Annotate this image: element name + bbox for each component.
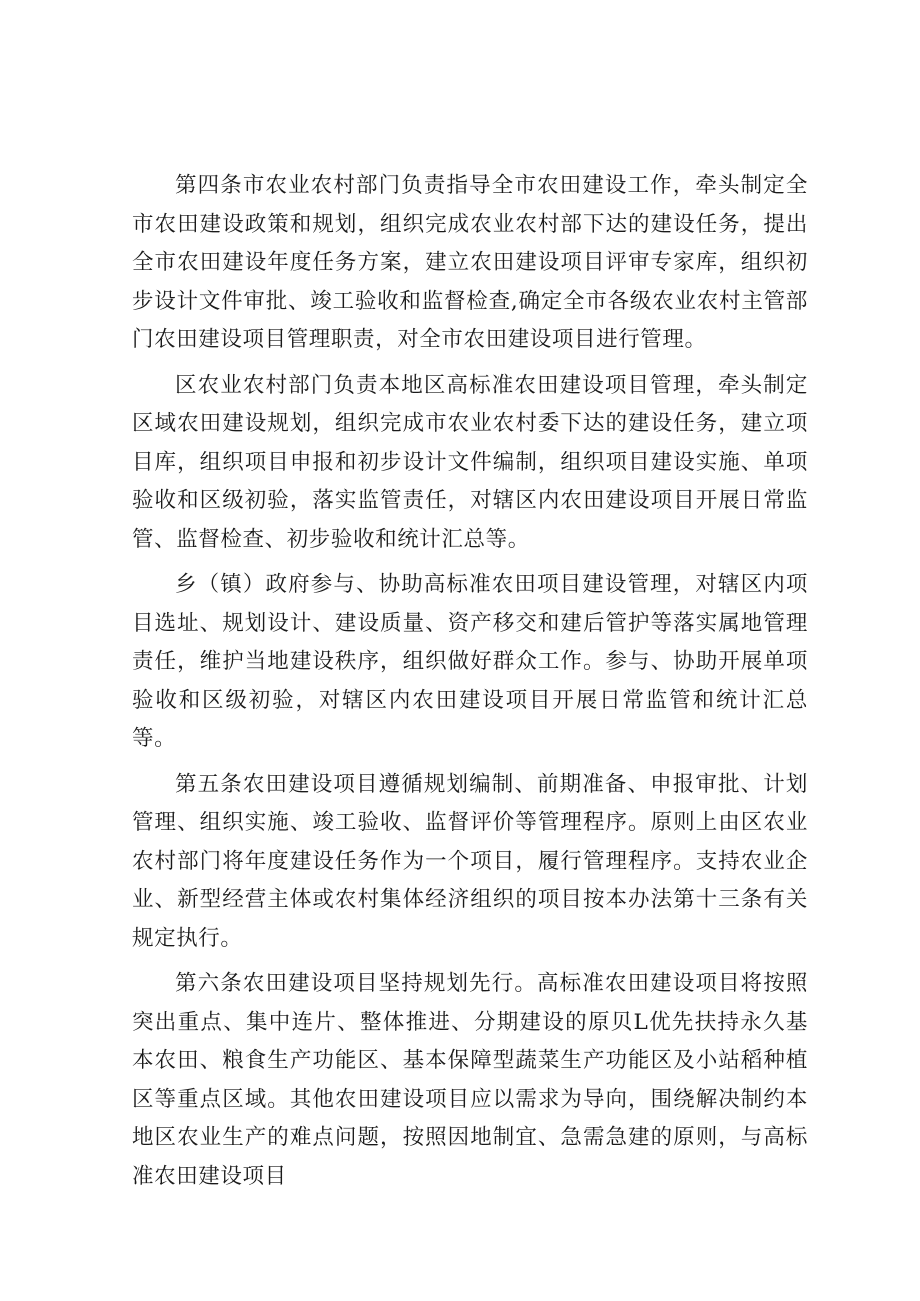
paragraph-article-4: 第四条市农业农村部门负责指导全市农田建设工作，牵头制定全市农田建设政策和规划，组织完成农业农村部下达的建设任务，提出全市农田建设年度任务方案，建立农田建设项目评审专家库，组织初步设计文件审批、竣工验收和监督检查,确定全市各级农业农村主管部门农田建设项目管理职责，对全市农田建设项目进行管理。: [132, 173, 808, 352]
paragraph-township-government: 乡（镇）政府参与、协助高标准农田项目建设管理，对辖区内项目选址、规划设计、建设质量、资产移交和建后管护等落实属地管理责任，维护当地建设秩序，组织做好群众工作。参与、协助开展单项验收和区级初验，对辖区内农田建设项目开展日常监管和统计汇总等。: [132, 572, 808, 751]
paragraph-article-5: 第五条农田建设项目遵循规划编制、前期准备、申报审批、计划管理、组织实施、竣工验收、监督评价等管理程序。原则上由区农业农村部门将年度建设任务作为一个项目，履行管理程序。支持农业企业、新型经营主体或农村集体经济组织的项目按本办法第十三条有关规定执行。: [132, 771, 808, 951]
paragraph-district-department: 区农业农村部门负责本地区高标准农田建设项目管理，牵头制定区域农田建设规划，组织完成市农业农村委下达的建设任务，建立项目库，组织项目申报和初步设计文件编制，组织项目建设实施、单项验收和区级初验，落实监管责任，对辖区内农田建设项目开展日常监管、监督检查、初步验收和统计汇总等。: [132, 372, 808, 552]
document-body: [132, 167, 808, 1203]
paragraph-article-6: 第六条农田建设项目坚持规划先行。高标准农田建设项目将按照突出重点、集中连片、整体推进、分期建设的原贝L优先扶持永久基本农田、粮食生产功能区、基本保障型蔬菜生产功能区及小站稻种植区等重点区域。其他农田建设项目应以需求为导向，围绕解决制约本地区农业生产的难点问题，按照因地制宜、急需急建的原则，与高标准农田建设项目: [132, 971, 808, 1189]
